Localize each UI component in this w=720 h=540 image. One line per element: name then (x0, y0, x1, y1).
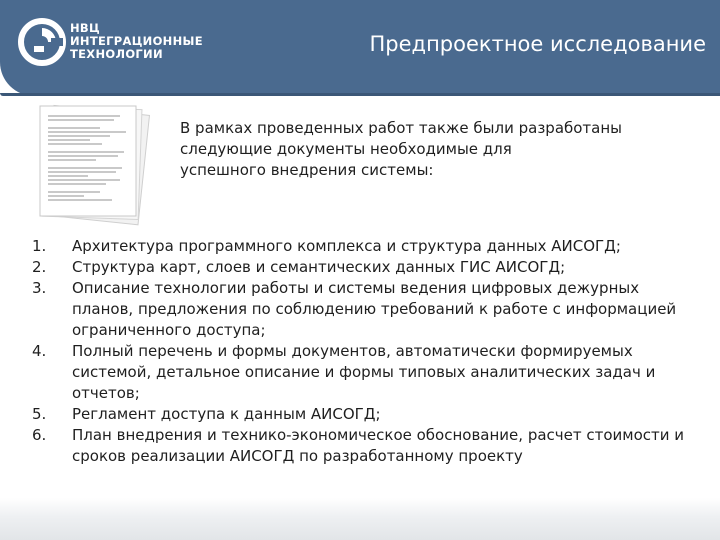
header-bar (0, 0, 720, 96)
globe-logo-icon (18, 18, 66, 66)
intro-line-1: В рамках проведенных работ также были разработаны (180, 119, 623, 137)
intro-line-2: следующие документы необходимые для (180, 140, 512, 158)
page-title: Предпроектное исследование (369, 32, 706, 56)
logo-line-3: ТЕХНОЛОГИИ (70, 47, 163, 61)
intro-paragraph (180, 118, 680, 181)
logo-line-2: ИНТЕГРАЦИОННЫЕ (70, 34, 203, 48)
document-stack-icon (30, 100, 160, 230)
list-item-number: 1. (32, 237, 47, 255)
list-item-text: Описание технологии работы и системы ведения цифровых дежурных планов, предложения по соблюдению требований к работе с информацией ограниченного доступа; (72, 279, 677, 339)
list-item-number: 2. (32, 258, 47, 276)
documents-list (32, 236, 702, 467)
list-item-text: Архитектура программного комплекса и структура данных АИСОГД; (72, 237, 621, 255)
logo-line-1: НВЦ (70, 21, 100, 35)
list-item-text: Полный перечень и формы документов, автоматически формируемых системой, детальное описание и формы типовых аналитических задач и отчетов; (72, 342, 656, 402)
list-item-text: План внедрения и технико-экономическое обоснование, расчет стоимости и сроков реализации АИСОГД по разработанному проекту (72, 426, 685, 465)
list-item-text: Структура карт, слоев и семантических данных ГИС АИСОГД; (72, 258, 566, 276)
list-item-number: 5. (32, 405, 47, 423)
list-item (32, 341, 702, 404)
list-item (32, 404, 702, 425)
list-item-text: Регламент доступа к данным АИСОГД; (72, 405, 381, 423)
list-item (32, 257, 702, 278)
logo-text (70, 22, 203, 61)
list-item-number: 6. (32, 426, 47, 444)
company-logo (18, 16, 218, 72)
footer-gradient-bar (0, 498, 720, 540)
list-item (32, 236, 702, 257)
intro-line-3: успешного внедрения системы: (180, 161, 434, 179)
list-item (32, 425, 702, 467)
list-item-number: 3. (32, 279, 47, 297)
list-item (32, 278, 702, 341)
list-item-number: 4. (32, 342, 47, 360)
